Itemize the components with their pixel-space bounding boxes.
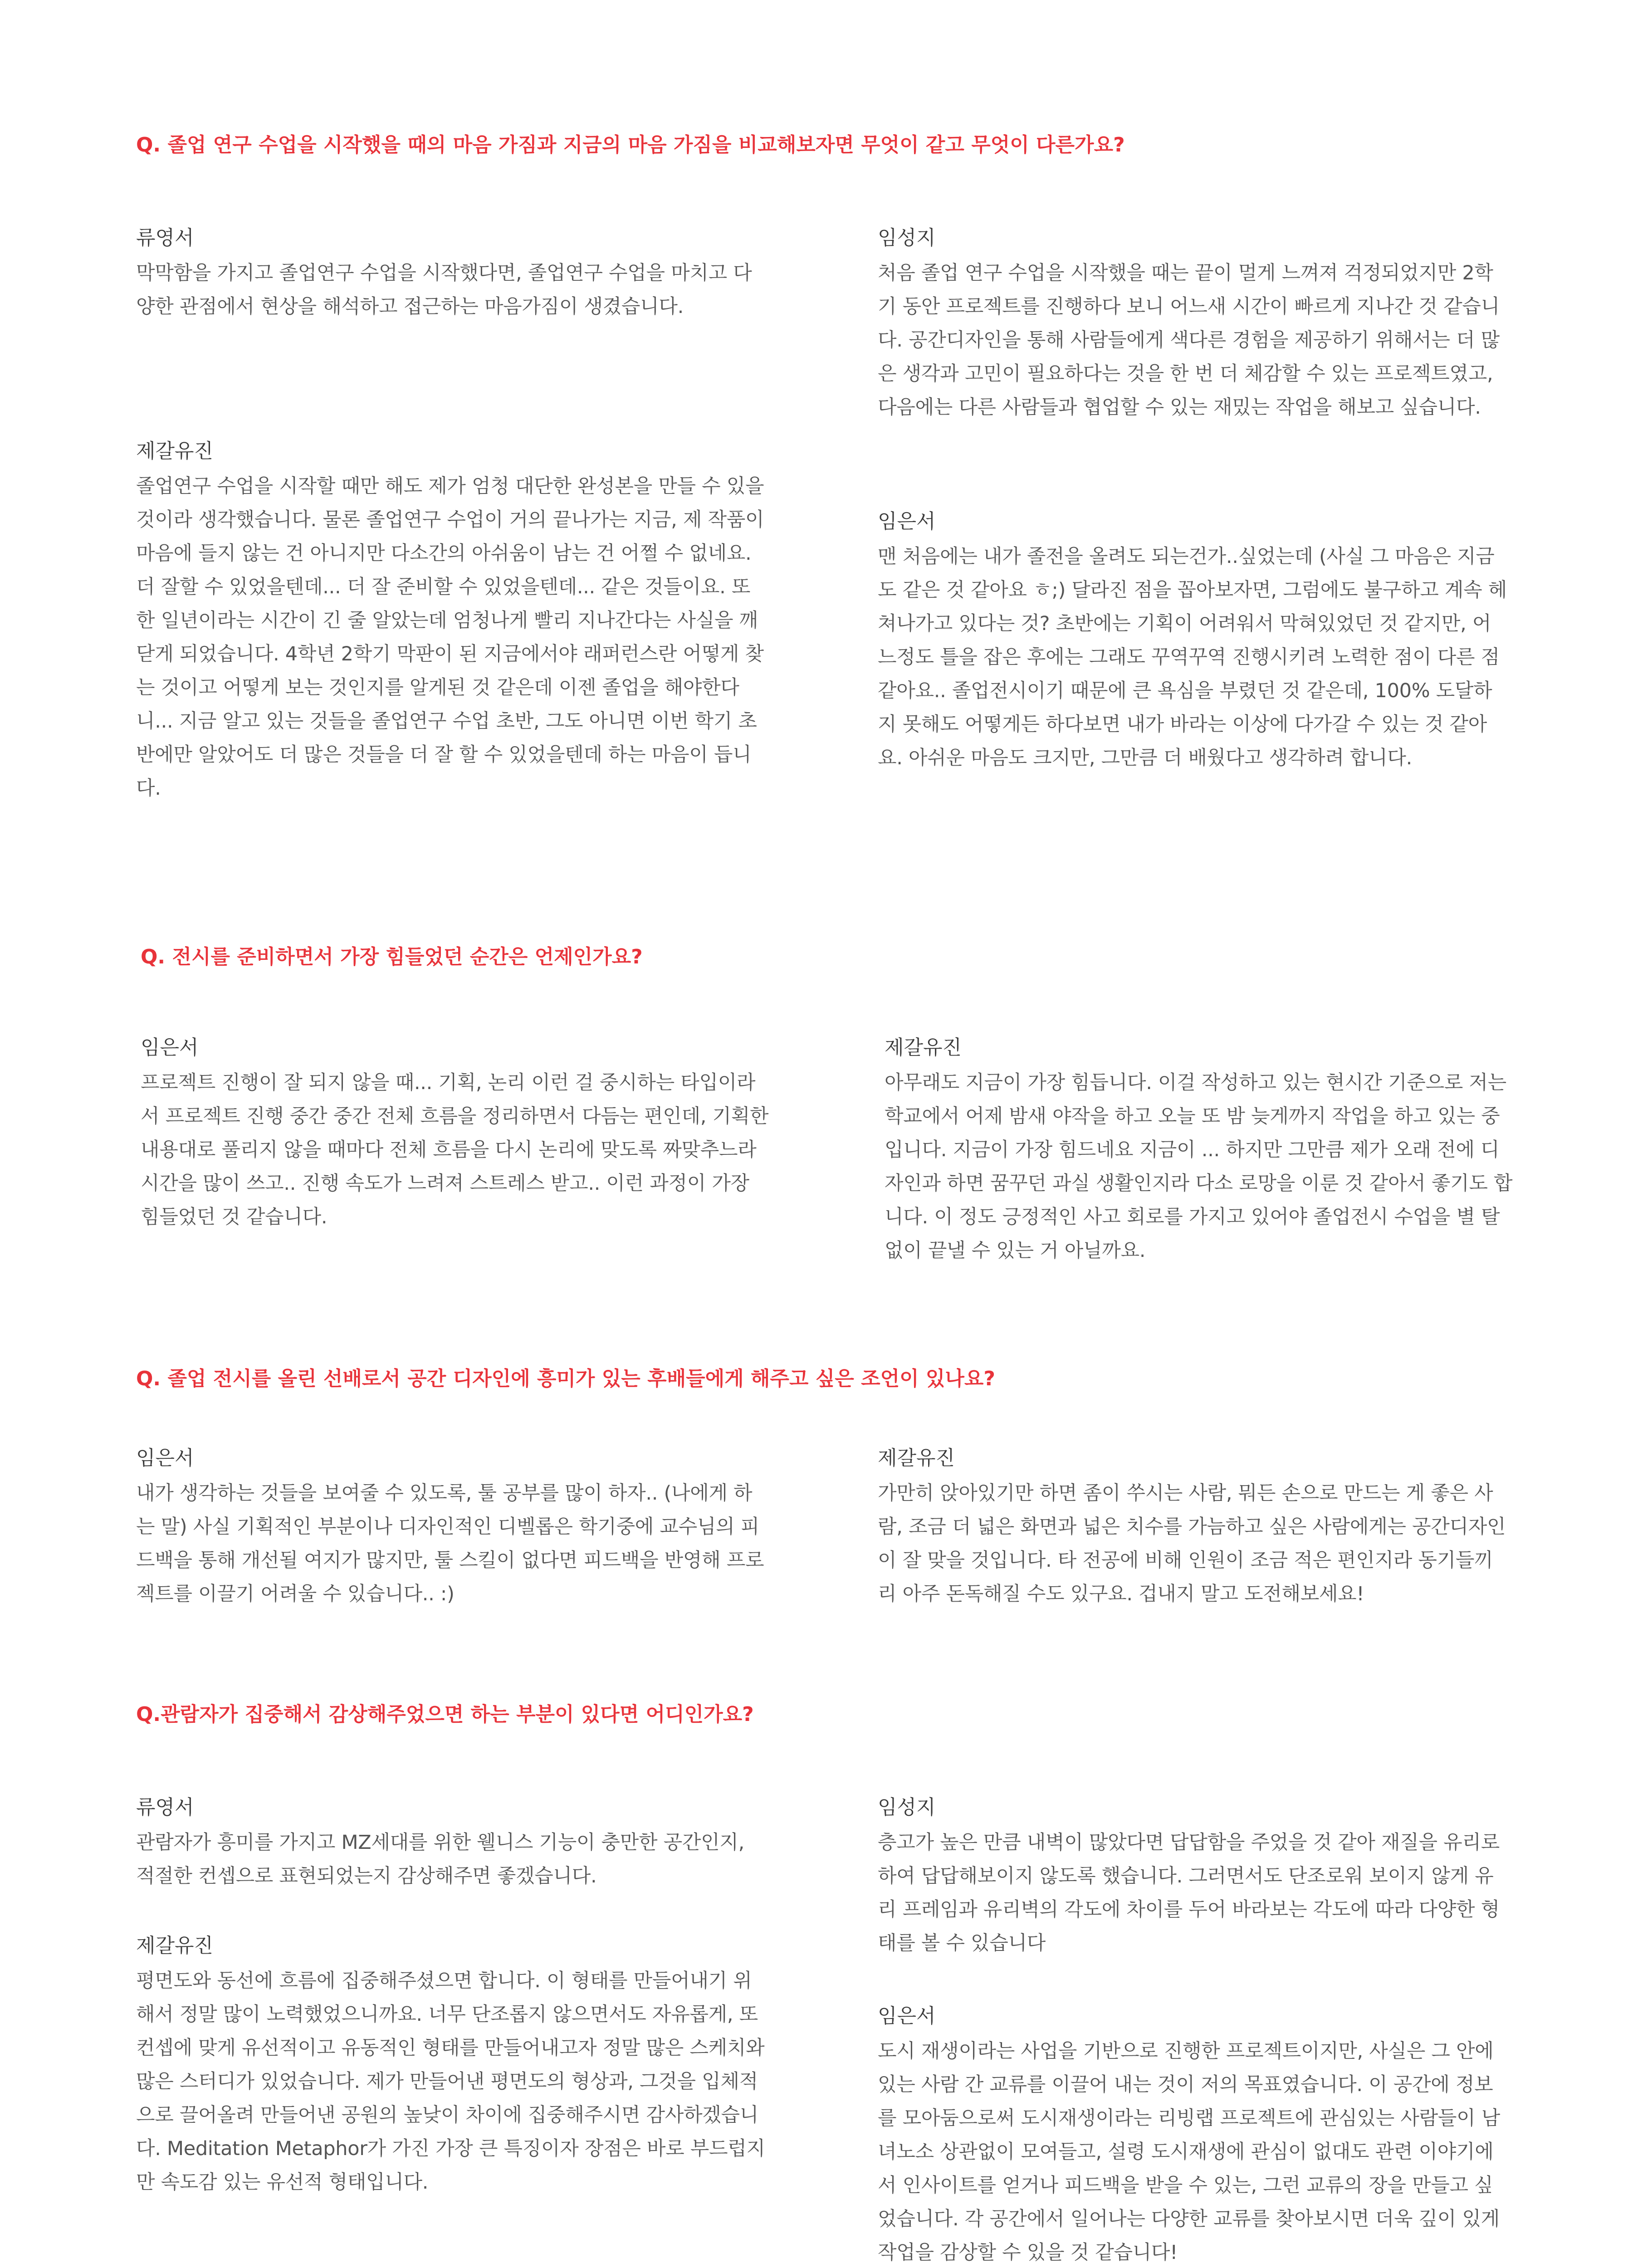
- answer-block: [136, 1794, 767, 1893]
- answer-block: [136, 225, 767, 323]
- answer-text: 가만히 앉아있기만 하면 좀이 쑤시는 사람, 뭐든 손으로 만드는 게 좋은 사람, 조금 더 넓은 화면과 넓은 치수를 가늠하고 싶은 사람에게는 공간디자인이 잘 맞을 것입니다. 타 전공에 비해 인원이 조금 적은 편인지라 동기들끼리 아주 돈독해질 수도 있구요. 겁내지 말고 도전해보세요!: [878, 1482, 1506, 1605]
- respondent-name: 제갈유진: [878, 1447, 955, 1470]
- respondent-name: 임은서: [136, 1447, 194, 1470]
- answer-text: 층고가 높은 만큼 내벽이 많았다면 답답함을 주었을 것 같아 재질을 유리로 하여 답답해보이지 않도록 했습니다. 그러면서도 단조로워 보이지 않게 유리 프레임과 유리벽의 각도에 차이를 두어 바라보는 각도에 따라 다양한 형태를 볼 수 있습니다: [878, 1831, 1500, 1955]
- answer-block: [878, 1794, 1508, 1960]
- answer-text: 프로젝트 진행이 잘 되지 않을 때... 기획, 논리 이런 걸 중시하는 타입이라서 프로젝트 진행 중간 중간 전체 흐름을 정리하면서 다듬는 편인데, 기획한 내용대로 풀리지 않을 때마다 전체 흐름을 다시 논리에 맞도록 짜맞추느라 시간을 많이 쓰고.. 진행 속도가 느려져 스트레스 받고.. 이런 과정이 가장 힘들었던 것 같습니다.: [141, 1071, 769, 1228]
- question-4: Q.관람자가 집중해서 감상해주었으면 하는 부분이 있다면 어디인가요?: [136, 1703, 754, 1726]
- respondent-name: 임은서: [141, 1036, 199, 1059]
- answer-text: 졸업연구 수업을 시작할 때만 해도 제가 엄청 대단한 완성본을 만들 수 있을 것이라 생각했습니다. 물론 졸업연구 수업이 거의 끝나가는 지금, 제 작품이 마음에 들지 않는 건 아니지만 다소간의 아쉬움이 남는 건 어쩔 수 없네요. 더 잘할 수 있었을텐데... 더 잘 준비할 수 있었을텐데... 같은 것들이요. 또한 일년이라는 시간이 긴 줄 알았는데 엄청나게 빨리 지나간다는 사실을 깨닫게 되었습니다. 4학년 2학기 막판이 된 지금에서야 래퍼런스란 어떻게 찾는 것이고 어떻게 보는 것인지를 알게된 것 같은데 이젠 졸업을 해야한다니... 지금 알고 있는 것들을 졸업연구 수업 초반, 그도 아니면 이번 학기 초반에만 알았어도 더 많은 것들을 더 잘 할 수 있었을텐데 하는 마음이 듭니다.: [136, 475, 764, 800]
- respondent-name: 류영서: [136, 226, 194, 249]
- respondent-name: 제갈유진: [136, 1934, 214, 1957]
- answer-text: 아무래도 지금이 가장 힘듭니다. 이걸 작성하고 있는 현시간 기준으로 저는 학교에서 어제 밤새 야작을 하고 오늘 또 밤 늦게까지 작업을 하고 있는 중입니다. 지금이 가장 힘드네요 지금이 ... 하지만 그만큼 제가 오래 전에 디자인과 하면 꿈꾸던 과실 생활인지라 다소 로망을 이룬 것 같아서 좋기도 합니다. 이 정도 긍정적인 사고 회로를 가지고 있어야 졸업전시 수업을 별 탈 없이 끝낼 수 있는 거 아닐까요.: [885, 1071, 1513, 1262]
- answer-block: [878, 1445, 1508, 1611]
- answer-block: [878, 508, 1508, 775]
- respondent-name: 임은서: [878, 2004, 936, 2028]
- question-2: Q. 전시를 준비하면서 가장 힘들었던 순간은 언제인가요?: [141, 945, 643, 968]
- respondent-name: 임성지: [878, 1796, 936, 1819]
- answer-block: [141, 1034, 771, 1234]
- respondent-name: 임은서: [878, 510, 936, 533]
- answer-block: [136, 438, 767, 805]
- answer-text: 막막함을 가지고 졸업연구 수업을 시작했다면, 졸업연구 수업을 마치고 다양한 관점에서 현상을 해석하고 접근하는 마음가짐이 생겼습니다.: [136, 262, 752, 318]
- respondent-name: 류영서: [136, 1796, 194, 1819]
- answer-block: [878, 2003, 1508, 2268]
- question-3: Q. 졸업 전시를 올린 선배로서 공간 디자인에 흥미가 있는 후배들에게 해주고 싶은 조언이 있나요?: [136, 1367, 995, 1390]
- answer-text: 처음 졸업 연구 수업을 시작했을 때는 끝이 멀게 느껴져 걱정되었지만 2학기 동안 프로젝트를 진행하다 보니 어느새 시간이 빠르게 지나간 것 같습니다. 공간디자인을 통해 사람들에게 색다른 경험을 제공하기 위해서는 더 많은 생각과 고민이 필요하다는 것을 한 번 더 체감할 수 있는 프로젝트였고, 다음에는 다른 사람들과 협업할 수 있는 재밌는 작업을 해보고 싶습니다.: [878, 262, 1500, 419]
- answer-text: 평면도와 동선에 흐름에 집중해주셨으면 합니다. 이 형태를 만들어내기 위해서 정말 많이 노력했었으니까요. 너무 단조롭지 않으면서도 자유롭게, 또 컨셉에 맞게 유선적이고 유동적인 형태를 만들어내고자 정말 많은 스케치와 많은 스터디가 있었습니다. 제가 만들어낸 평면도의 형상과, 그것을 입체적으로 끌어올려 만들어낸 공원의 높낮이 차이에 집중해주시면 감사하겠습니다. Meditation Metaphor가 가진 가장 큰 특징이자 장점은 바로 부드럽지만 속도감 있는 유선적 형태입니다.: [136, 1970, 765, 2194]
- respondent-name: 제갈유진: [885, 1036, 962, 1059]
- answer-block: [136, 1445, 767, 1611]
- answer-block: [136, 1932, 767, 2199]
- answer-text: 관람자가 흥미를 가지고 MZ세대를 위한 웰니스 기능이 충만한 공간인지, 적절한 컨셉으로 표현되었는지 감상해주면 좋겠습니다.: [136, 1831, 744, 1887]
- respondent-name: 임성지: [878, 226, 936, 249]
- answer-block: [878, 225, 1508, 424]
- respondent-name: 제갈유진: [136, 440, 214, 463]
- answer-block: [885, 1034, 1515, 1267]
- answer-text: 내가 생각하는 것들을 보여줄 수 있도록, 툴 공부를 많이 하자.. (나에게 하는 말) 사실 기획적인 부분이나 디자인적인 디벨롭은 학기중에 교수님의 피드백을 통해 개선될 여지가 많지만, 툴 스킬이 없다면 피드백을 반영해 프로젝트를 이끌기 어려울 수 있습니다.. :): [136, 1482, 764, 1605]
- answer-text: 맨 처음에는 내가 졸전을 올려도 되는건가..싶었는데 (사실 그 마음은 지금도 같은 것 같아요 ㅎ;) 달라진 점을 꼽아보자면, 그럼에도 불구하고 계속 헤쳐나가고 있다는 것? 초반에는 기획이 어려워서 막혀있었던 것 같지만, 어느정도 틀을 잡은 후에는 그래도 꾸역꾸역 진행시키려 노력한 점이 다른 점 같아요.. 졸업전시이기 때문에 큰 욕심을 부렸던 것 같은데, 100% 도달하지 못해도 어떻게든 하다보면 내가 바라는 이상에 다가갈 수 있는 것 같아요. 아쉬운 마음도 크지만, 그만큼 더 배웠다고 생각하려 합니다.: [878, 545, 1507, 769]
- answer-text: 도시 재생이라는 사업을 기반으로 진행한 프로젝트이지만, 사실은 그 안에 있는 사람 간 교류를 이끌어 내는 것이 저의 목표였습니다. 이 공간에 정보를 모아둠으로써 도시재생이라는 리빙랩 프로젝트에 관심있는 사람들이 남녀노소 상관없이 모여들고, 설령 도시재생에 관심이 없대도 관련 이야기에서 인사이트를 얻거나 피드백을 받을 수 있는, 그런 교류의 장을 만들고 싶었습니다. 각 공간에서 일어나는 다양한 교류를 찾아보시면 더욱 깊이 있게 작업을 감상할 수 있을 것 같습니다!: [878, 2040, 1500, 2264]
- question-1: Q. 졸업 연구 수업을 시작했을 때의 마음 가짐과 지금의 마음 가짐을 비교해보자면 무엇이 같고 무엇이 다른가요?: [136, 133, 1125, 156]
